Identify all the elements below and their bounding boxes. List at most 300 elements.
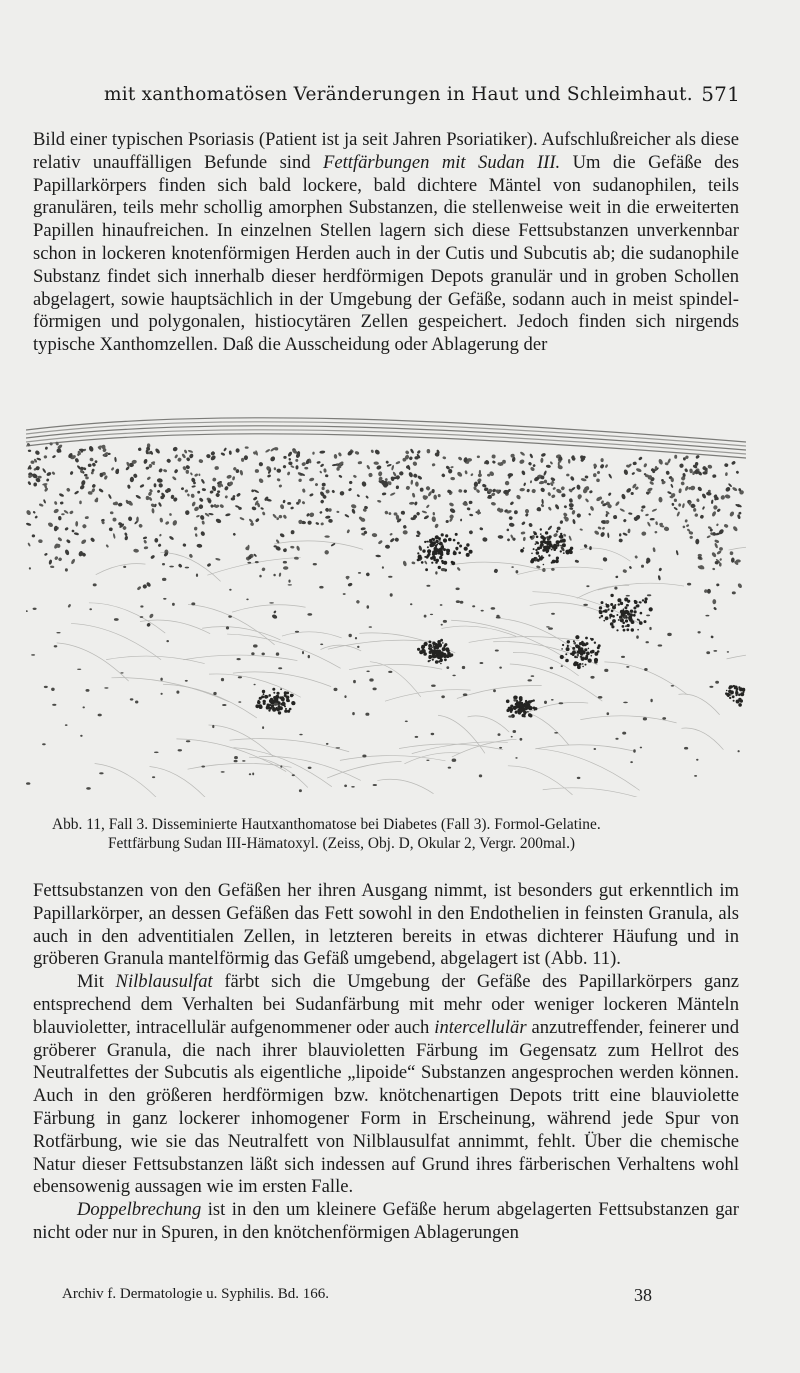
cell-nucleus: [154, 752, 159, 754]
cell-nucleus: [226, 626, 229, 629]
infiltrate-granule: [286, 699, 290, 703]
cell-nucleus: [415, 736, 419, 738]
cell-nucleus: [390, 593, 393, 596]
text-run: ist in den um kleinere Gefäße herum abgelagerten Fettsubstanzen gar nicht oder nur in Spuren, in den knötchenförmigen Ablagerungen: [33, 1199, 739, 1243]
cell-nucleus: [493, 689, 496, 692]
cell-nucleus: [251, 652, 254, 655]
infiltrate-granule: [424, 642, 428, 646]
infiltrate-granule: [292, 702, 295, 705]
infiltrate-granule: [428, 660, 430, 662]
infiltrate-granule: [579, 663, 582, 666]
infiltrate-granule: [560, 545, 562, 547]
infiltrate-granule: [281, 703, 284, 706]
cell-nucleus: [440, 604, 443, 606]
infiltrate-granule: [439, 540, 441, 542]
cell-nucleus: [201, 766, 205, 768]
infiltrate-granule: [431, 538, 433, 540]
infiltrate-granule: [605, 616, 609, 620]
cell-nucleus: [42, 743, 46, 745]
infiltrate-granule: [434, 549, 436, 551]
infiltrate-granule: [609, 614, 613, 618]
cell-nucleus: [528, 679, 532, 681]
cell-nucleus: [259, 575, 261, 578]
cell-nucleus: [135, 701, 138, 704]
cell-nucleus: [499, 747, 502, 749]
infiltrate-granule: [429, 541, 431, 543]
infiltrate-granule: [440, 663, 442, 665]
infiltrate-granule: [263, 700, 266, 703]
infiltrate-granule: [562, 539, 566, 543]
cell-nucleus: [622, 732, 626, 735]
cell-nucleus: [77, 669, 81, 670]
cell-nucleus: [152, 776, 155, 778]
cell-nucleus: [52, 704, 56, 706]
text-run: Um die Gefäße des Papillarkörpers finden sich bald lockere, bald dichtere Mäntel von sudanophilen, teils granulären, teils mehr schollig amorphen Substanzen, die stellenweise weit in die erweiterten Papillen hinaufreichen. In einzelnen Stellen lagern sich diese Fettsubstanzen unverkennbar schon in lockeren knotenförmigen Herden auch in der Cutis und Subcutis ab; die sudanophile Substanz findet sich innerhalb dieser herdförmigen Depots granulär und in groben Schollen abgelagert, sowie hauptsächlich in der Umgebung der Gefäße, sodann auch in meist spindelförmigen und polygonalen, histiocytären Zellen gespeichert. Jedoch finden sich nirgends typische Xanthomzellen. Daß die Ausscheidung oder Ablagerung der: [33, 151, 739, 356]
cell-nucleus: [546, 626, 550, 627]
cell-nucleus: [336, 747, 341, 748]
infiltrate-granule: [729, 697, 731, 699]
cell-nucleus: [31, 654, 35, 656]
cell-nucleus: [160, 678, 162, 681]
infiltrate-granule: [631, 628, 634, 631]
infiltrate-granule: [548, 542, 550, 544]
infiltrate-granule: [549, 535, 552, 538]
infiltrate-granule: [594, 658, 598, 662]
italic-term: Doppelbrechung: [77, 1199, 202, 1221]
infiltrate-granule: [624, 611, 626, 613]
infiltrate-granule: [535, 543, 537, 545]
cell-nucleus: [641, 565, 644, 568]
infiltrate-granule: [543, 564, 545, 566]
infiltrate-granule: [536, 536, 539, 539]
cell-nucleus: [706, 651, 710, 654]
cell-nucleus: [646, 615, 650, 617]
cell-nucleus: [551, 699, 554, 701]
cell-nucleus: [456, 600, 460, 603]
cell-nucleus: [54, 645, 58, 647]
infiltrate-granule: [425, 568, 428, 571]
cell-nucleus: [130, 698, 134, 700]
infiltrate-granule: [561, 648, 563, 650]
infiltrate-granule: [431, 647, 433, 649]
infiltrate-granule: [567, 640, 570, 643]
cell-nucleus: [65, 724, 68, 726]
infiltrate-granule: [586, 652, 590, 656]
cell-nucleus: [495, 650, 499, 652]
infiltrate-granule: [276, 707, 278, 709]
cell-nucleus: [410, 603, 412, 605]
cell-nucleus: [326, 743, 329, 745]
cell-nucleus: [320, 644, 323, 646]
infiltrate-granule: [598, 644, 601, 647]
infiltrate-granule: [459, 545, 462, 548]
infiltrate-granule: [554, 546, 558, 550]
infiltrate-granule: [612, 619, 616, 623]
page-footer: [62, 1286, 652, 1303]
infiltrate-granule: [269, 699, 273, 703]
cell-nucleus: [520, 738, 523, 741]
cell-nucleus: [262, 726, 264, 729]
infiltrate-granule: [540, 533, 542, 535]
infiltrate-granule: [637, 619, 639, 621]
cell-nucleus: [288, 580, 290, 583]
infiltrate-granule: [556, 557, 559, 560]
infiltrate-granule: [584, 648, 587, 651]
infiltrate-granule: [559, 535, 563, 539]
infiltrate-granule: [536, 551, 540, 555]
paragraph-top: [33, 129, 739, 357]
infiltrate-granule: [612, 615, 615, 618]
infiltrate-granule: [557, 544, 560, 547]
infiltrate-granule: [642, 599, 644, 601]
cell-nucleus: [649, 627, 651, 630]
infiltrate-granule: [633, 607, 636, 610]
cell-nucleus: [365, 713, 369, 716]
cell-nucleus: [667, 633, 672, 636]
infiltrate-granule: [530, 536, 533, 539]
cell-nucleus: [98, 714, 102, 717]
cell-nucleus: [163, 598, 166, 600]
cell-nucleus: [463, 693, 468, 696]
infiltrate-granule: [435, 540, 438, 543]
histology-illustration: [26, 402, 746, 797]
infiltrate-granule: [595, 652, 598, 655]
cell-nucleus: [607, 712, 610, 715]
cell-nucleus: [238, 701, 241, 703]
infiltrate-granule: [591, 655, 593, 657]
text-run: Mit: [77, 971, 116, 993]
infiltrate-granule: [644, 620, 647, 623]
cell-nucleus: [405, 721, 408, 723]
cell-nucleus: [647, 594, 651, 596]
infiltrate-granule: [435, 559, 439, 563]
cell-nucleus: [255, 561, 259, 563]
infiltrate-granule: [636, 604, 639, 607]
cell-nucleus: [621, 656, 625, 658]
cell-nucleus: [623, 702, 628, 704]
infiltrate-granule: [531, 700, 533, 702]
cell-nucleus: [234, 760, 238, 762]
cell-nucleus: [508, 715, 513, 717]
infiltrate-granule: [637, 629, 639, 631]
infiltrate-granule: [441, 533, 444, 536]
cell-nucleus: [594, 748, 597, 750]
infiltrate-granule: [444, 643, 447, 646]
cell-nucleus: [353, 680, 356, 683]
cell-nucleus: [577, 777, 581, 779]
infiltrate-granule: [284, 694, 287, 697]
cell-nucleus: [89, 608, 92, 610]
paragraph: [33, 129, 739, 357]
infiltrate-granule: [627, 601, 629, 603]
cell-nucleus: [308, 521, 312, 525]
infiltrate-granule: [451, 561, 455, 565]
infiltrate-granule: [610, 603, 613, 606]
cell-nucleus: [573, 642, 576, 645]
cell-nucleus: [242, 760, 245, 762]
cell-nucleus: [705, 615, 709, 617]
cell-nucleus: [162, 578, 166, 581]
infiltrate-granule: [574, 656, 576, 658]
cell-nucleus: [382, 566, 384, 569]
infiltrate-granule: [418, 555, 422, 559]
cell-nucleus: [140, 616, 144, 618]
infiltrate-granule: [733, 700, 735, 702]
cell-nucleus: [228, 615, 232, 617]
cell-nucleus: [369, 626, 372, 628]
infiltrate-granule: [417, 559, 420, 562]
paragraph-bottom: [33, 880, 739, 1245]
cell-nucleus: [247, 562, 251, 564]
infiltrate-granule: [563, 552, 565, 554]
infiltrate-granule: [515, 711, 518, 714]
infiltrate-granule: [599, 617, 601, 619]
cell-nucleus: [172, 603, 175, 606]
cell-nucleus: [166, 640, 169, 642]
cell-nucleus: [644, 668, 648, 671]
cell-nucleus: [26, 782, 30, 785]
cell-nucleus: [604, 669, 608, 672]
infiltrate-granule: [627, 624, 630, 627]
infiltrate-granule: [582, 663, 584, 665]
cell-nucleus: [426, 585, 430, 587]
infiltrate-granule: [526, 701, 529, 704]
infiltrate-granule: [434, 655, 437, 658]
infiltrate-granule: [567, 645, 569, 647]
cell-nucleus: [274, 703, 278, 706]
infiltrate-granule: [575, 652, 577, 654]
infiltrate-granule: [273, 696, 276, 699]
cell-nucleus: [551, 613, 555, 615]
italic-term: Fettfärbungen mit Sudan III.: [323, 151, 561, 173]
cell-nucleus: [169, 566, 174, 568]
infiltrate-granule: [443, 561, 447, 565]
infiltrate-granule: [556, 530, 558, 532]
cell-nucleus: [343, 593, 346, 595]
infiltrate-granule: [262, 690, 265, 693]
infiltrate-granule: [624, 606, 627, 609]
infiltrate-granule: [590, 650, 593, 653]
cell-nucleus: [222, 704, 226, 706]
infiltrate-granule: [524, 716, 526, 718]
cell-nucleus: [481, 610, 484, 612]
cell-nucleus: [308, 767, 312, 769]
infiltrate-granule: [538, 555, 540, 557]
infiltrate-granule: [271, 704, 274, 707]
cell-nucleus: [29, 567, 31, 569]
cell-nucleus: [373, 688, 377, 691]
infiltrate-granule: [617, 598, 621, 602]
cell-nucleus: [351, 786, 355, 788]
infiltrate-granule: [620, 602, 623, 605]
cell-nucleus: [498, 733, 501, 736]
infiltrate-granule: [441, 651, 444, 654]
infiltrate-granule: [730, 694, 732, 696]
infiltrate-granule: [738, 703, 742, 707]
cell-nucleus: [369, 678, 373, 681]
cell-nucleus: [694, 775, 697, 777]
cell-nucleus: [93, 583, 97, 586]
infiltrate-granule: [630, 610, 633, 613]
infiltrate-granule: [437, 640, 441, 644]
infiltrate-granule: [738, 698, 741, 701]
infiltrate-granule: [739, 694, 741, 696]
infiltrate-granule: [628, 617, 632, 621]
infiltrate-granule: [442, 647, 446, 651]
infiltrate-granule: [582, 657, 584, 659]
infiltrate-granule: [439, 542, 443, 546]
cell-nucleus: [319, 586, 323, 589]
cell-nucleus: [254, 684, 256, 686]
infiltrate-granule: [276, 692, 279, 695]
infiltrate-granule: [432, 659, 434, 661]
cell-nucleus: [499, 667, 502, 669]
infiltrate-granule: [284, 710, 287, 713]
cell-nucleus: [33, 608, 37, 610]
cell-nucleus: [373, 784, 377, 786]
infiltrate-granule: [738, 686, 740, 688]
italic-term: Nilblausulfat: [115, 971, 213, 993]
cell-nucleus: [253, 644, 258, 647]
cell-nucleus: [186, 740, 190, 742]
infiltrate-granule: [523, 708, 526, 711]
infiltrate-granule: [464, 547, 468, 551]
infiltrate-granule: [582, 642, 586, 646]
cell-nucleus: [295, 631, 299, 633]
infiltrate-granule: [622, 625, 625, 628]
infiltrate-granule: [645, 597, 648, 600]
cell-nucleus: [44, 686, 48, 688]
cell-nucleus: [441, 568, 446, 571]
infiltrate-granule: [562, 644, 564, 646]
infiltrate-granule: [542, 557, 544, 559]
infiltrate-granule: [286, 692, 289, 695]
infiltrate-granule: [542, 549, 544, 551]
cell-nucleus: [715, 681, 719, 684]
infiltrate-granule: [258, 700, 260, 702]
infiltrate-granule: [422, 549, 425, 552]
caption-line-1: Abb. 11, Fall 3. Disseminierte Hautxanthomatose bei Diabetes (Fall 3). Formol-Gelatine.: [52, 816, 601, 833]
text-run: färbt sich die Umgebung der Gefäße des Papillarkörpers ganz entsprechend dem Verhalten bei Sudanfärbung mit mehr oder weniger lockeren Mänteln blauvioletter, intracellulär aufgenommener oder auch: [33, 971, 739, 1038]
infiltrate-granule: [424, 556, 426, 558]
cell-nucleus: [515, 757, 517, 759]
cell-nucleus: [643, 717, 647, 720]
infiltrate-granule: [585, 664, 587, 666]
journal-reference: Archiv f. Dermatologie u. Syphilis. Bd. 166.: [62, 1286, 330, 1302]
infiltrate-granule: [588, 648, 590, 650]
cell-nucleus: [452, 675, 455, 677]
infiltrate-granule: [517, 703, 520, 706]
cell-nucleus: [344, 785, 347, 788]
infiltrate-granule: [588, 659, 592, 663]
cell-nucleus: [114, 618, 119, 621]
cell-nucleus: [51, 688, 55, 691]
infiltrate-granule: [537, 559, 540, 562]
infiltrate-granule: [259, 705, 263, 709]
infiltrate-granule: [533, 548, 535, 550]
infiltrate-granule: [570, 547, 573, 550]
infiltrate-granule: [537, 542, 539, 544]
infiltrate-granule: [292, 694, 294, 696]
cell-nucleus: [278, 667, 282, 669]
infiltrate-granule: [442, 642, 444, 644]
infiltrate-granule: [436, 646, 439, 649]
cell-nucleus: [283, 561, 287, 564]
cell-nucleus: [441, 624, 443, 626]
cell-nucleus: [633, 749, 636, 752]
cell-nucleus: [650, 699, 652, 702]
cell-nucleus: [403, 530, 408, 534]
infiltrate-granule: [599, 606, 602, 609]
infiltrate-granule: [438, 537, 441, 540]
infiltrate-granule: [603, 620, 605, 622]
cell-nucleus: [619, 618, 622, 620]
cell-nucleus: [83, 706, 85, 708]
cell-nucleus: [456, 588, 460, 591]
cell-nucleus: [687, 583, 691, 586]
cell-nucleus: [252, 773, 254, 776]
cell-nucleus: [426, 760, 429, 761]
cell-nucleus: [577, 653, 579, 656]
cell-nucleus: [344, 695, 346, 698]
cell-nucleus: [229, 589, 231, 591]
infiltrate-granule: [558, 541, 560, 543]
infiltrate-granule: [524, 705, 527, 708]
cell-nucleus: [658, 644, 663, 646]
cell-nucleus: [424, 615, 427, 618]
cell-nucleus: [313, 563, 317, 565]
infiltrate-granule: [622, 622, 625, 625]
cell-nucleus: [123, 566, 126, 568]
infiltrate-granule: [453, 551, 457, 555]
infiltrate-granule: [565, 659, 569, 663]
cell-nucleus: [626, 666, 629, 668]
cell-nucleus: [460, 601, 464, 604]
infiltrate-granule: [616, 629, 618, 631]
cell-nucleus: [246, 599, 248, 601]
cell-nucleus: [491, 607, 496, 610]
infiltrate-granule: [597, 650, 600, 653]
cell-nucleus: [511, 736, 513, 738]
cell-nucleus: [713, 650, 717, 652]
cell-nucleus: [237, 658, 241, 660]
cell-nucleus: [280, 765, 282, 767]
cell-nucleus: [178, 749, 182, 751]
infiltrate-granule: [534, 707, 537, 710]
infiltrate-granule: [586, 642, 589, 645]
infiltrate-granule: [601, 601, 604, 604]
cell-nucleus: [531, 675, 535, 677]
paragraph: [33, 971, 739, 1199]
infiltrate-granule: [287, 710, 290, 713]
infiltrate-granule: [273, 692, 275, 694]
infiltrate-granule: [644, 600, 647, 603]
cell-nucleus: [334, 688, 338, 691]
cell-nucleus: [299, 734, 302, 736]
infiltrate-granule: [429, 641, 432, 644]
infiltrate-granule: [432, 642, 436, 646]
infiltrate-granule: [742, 690, 744, 692]
text-run: Fettsubstanzen von den Gefäßen her ihren Ausgang nimmt, ist besonders gut erkenntlich im Papillarkörper, an dessen Gefäßen das Fett sowohl in den Endothelien in feinsten Granula, als auch in den adventitialen Zellen, in letzteren bereits in etwas dichterer Häufung und in gröberen Granula mantelförmig das Gefäß umgebend, abgelagert ist (Abb. 11).: [33, 880, 739, 970]
cell-nucleus: [561, 665, 563, 667]
infiltrate-granule: [540, 543, 544, 547]
infiltrate-granule: [625, 619, 628, 622]
cell-nucleus: [249, 773, 251, 775]
infiltrate-granule: [545, 531, 548, 534]
cell-nucleus: [511, 566, 514, 568]
infiltrate-granule: [455, 533, 458, 536]
infiltrate-granule: [577, 664, 580, 667]
